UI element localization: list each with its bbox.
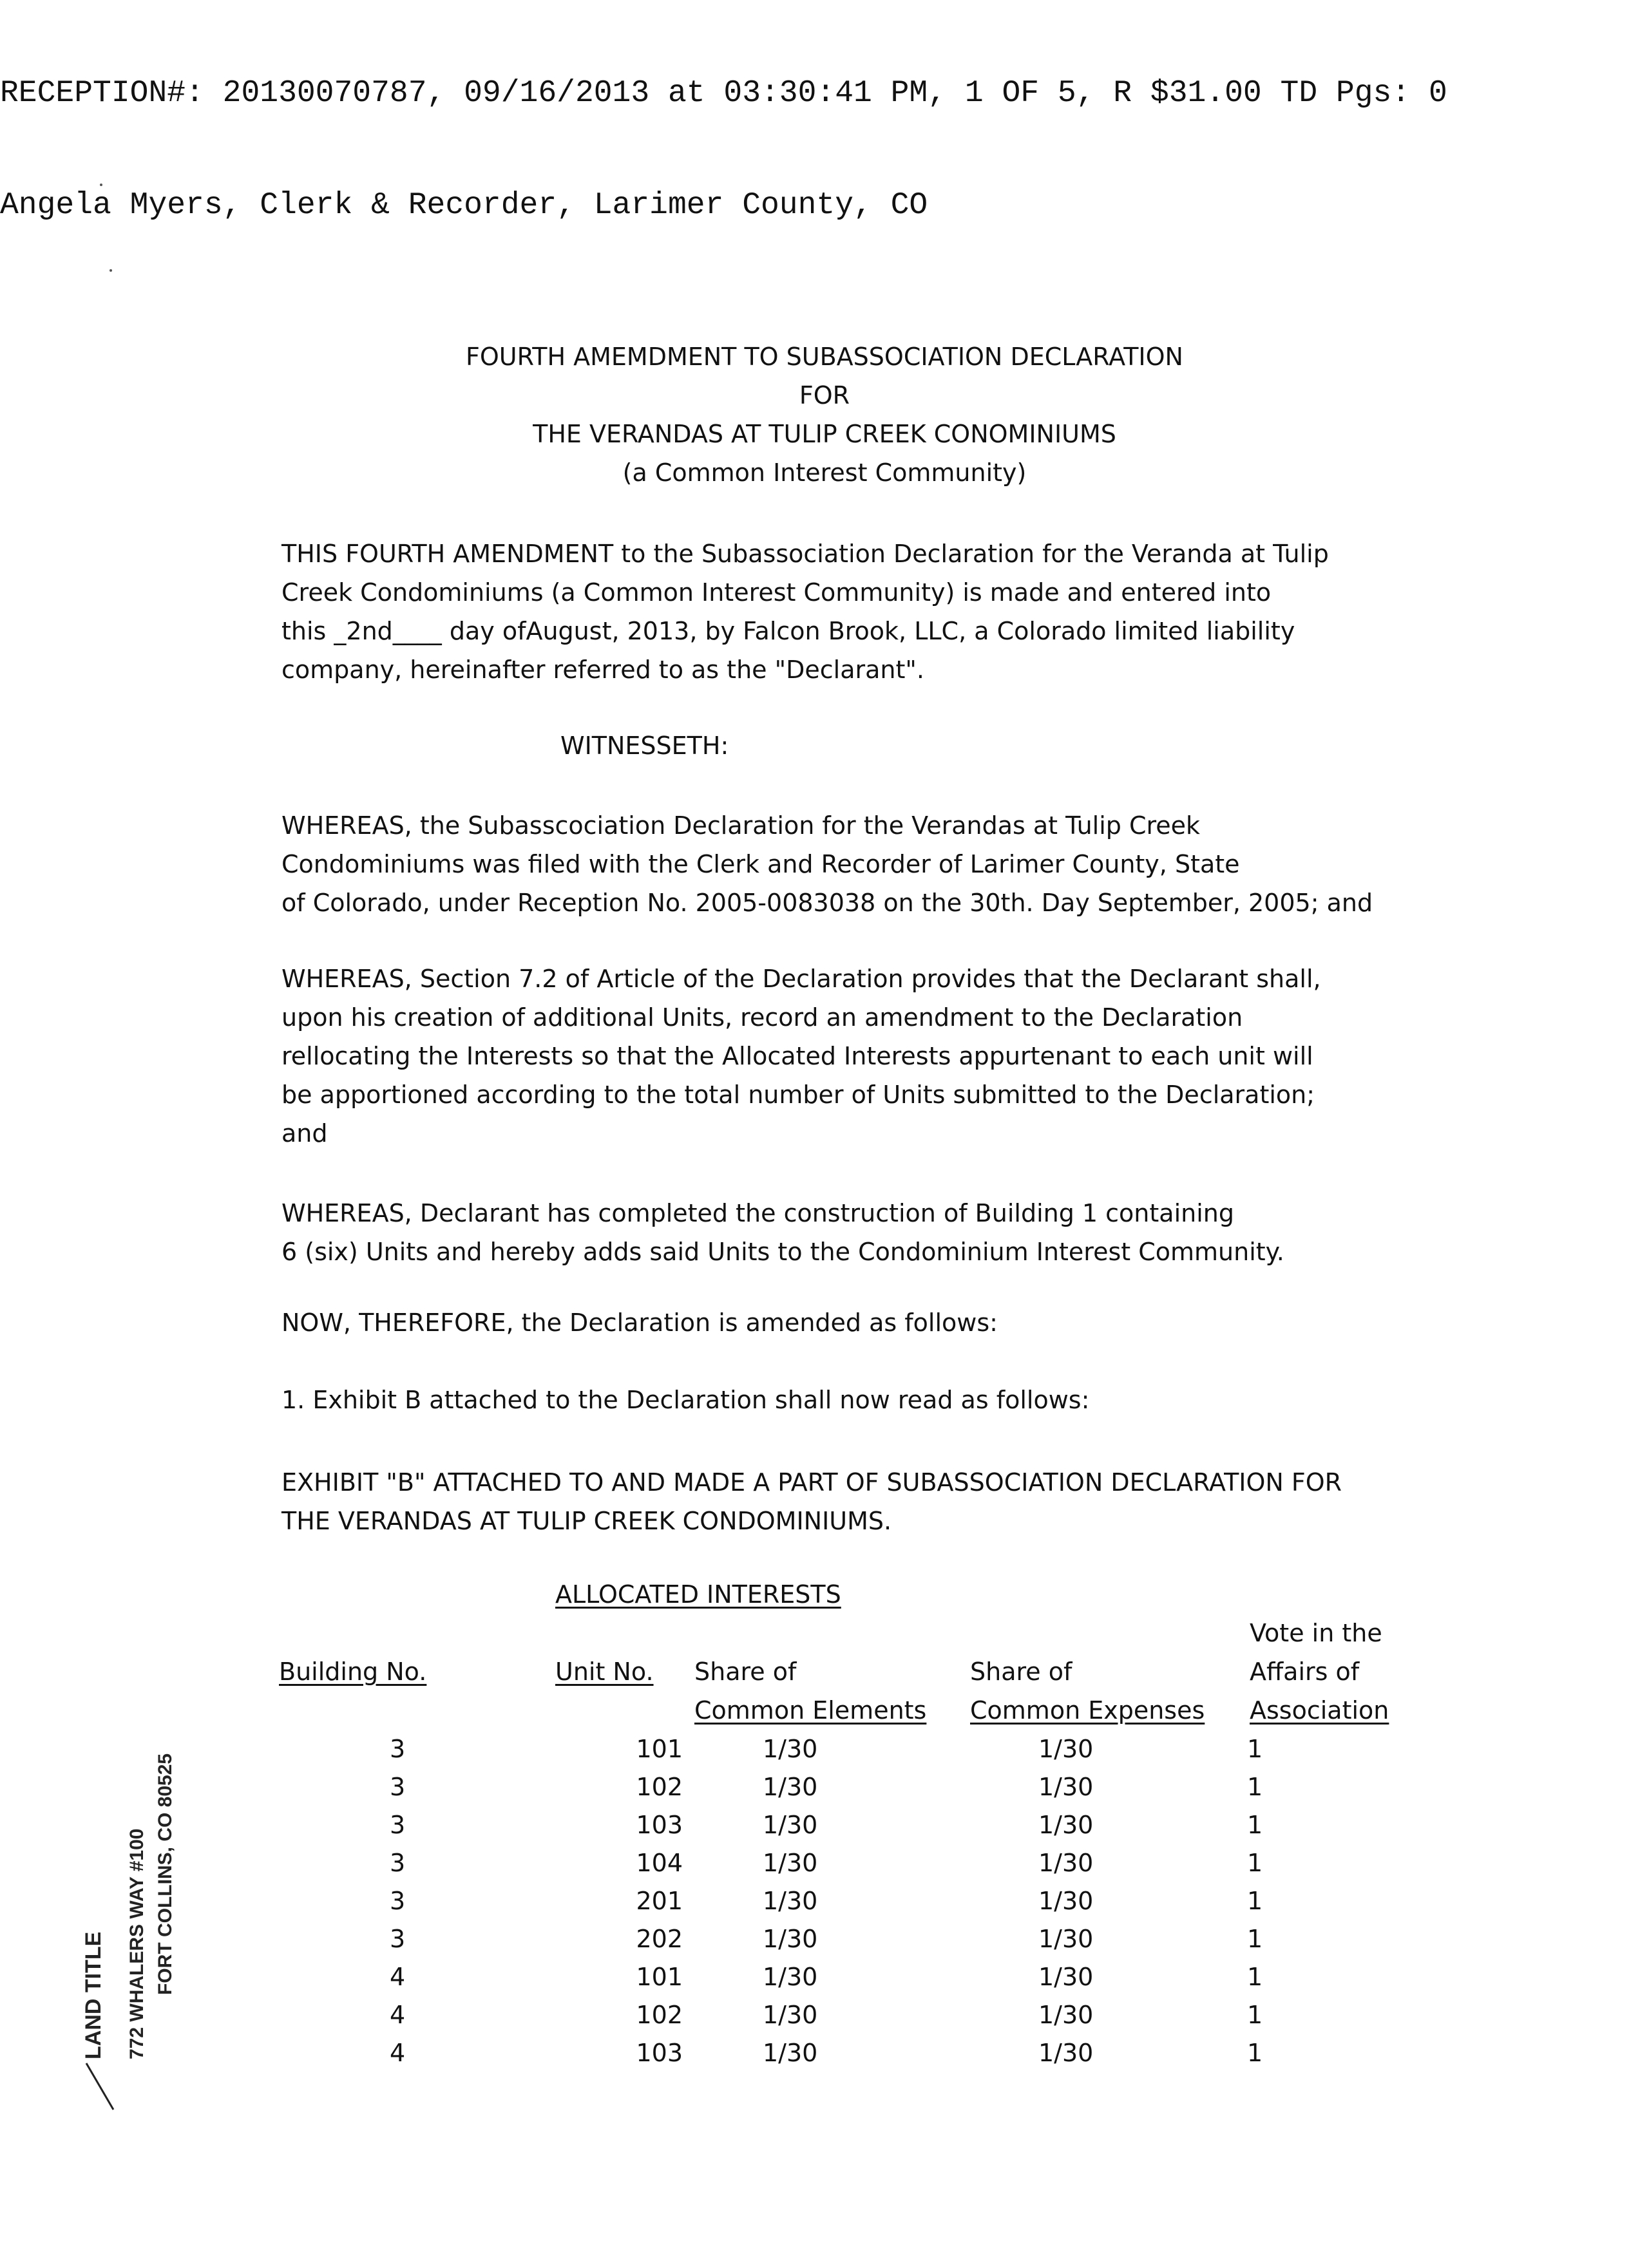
cell-expenses-share: 1/30 [1038,1887,1094,1915]
intro-line: Creek Condominiums (a Common Interest Community) is made and entered into [281,578,1272,607]
cell-expenses-share: 1/30 [1038,1735,1094,1763]
cell-elements-share: 1/30 [763,1773,818,1801]
cell-unit: 202 [636,1925,683,1953]
header-expenses-line-2: Common Expenses [970,1696,1205,1725]
header-vote-line-2: Affairs of [1250,1658,1360,1686]
cell-unit: 101 [636,1963,683,1991]
cell-expenses-share: 1/30 [1038,1849,1094,1877]
intro-paragraph [281,534,1377,689]
cell-building: 3 [390,1925,406,1953]
cell-elements-share: 1/30 [763,1887,818,1915]
cell-vote: 1 [1247,1811,1263,1839]
scan-speck [110,269,112,272]
recording-stamp-line-1: RECEPTION#: 20130070787, 09/16/2013 at 03:30:41 PM, 1 OF 5, R $31.00 TD Pgs: 0 [0,76,1447,111]
now-therefore-clause: NOW, THEREFORE, the Declaration is amended as follows: [281,1309,998,1337]
margin-stamp-address-1: 772 WHALERS WAY #100 [126,1828,148,2059]
cell-building: 4 [390,2001,406,2029]
whereas-paragraph-1 [281,806,1377,922]
whereas-line: and [281,1119,328,1148]
whereas-line: of Colorado, under Reception No. 2005-0083038 on the 30th. Day September, 2005; and [281,889,1373,917]
whereas-line: WHEREAS, the Subasscociation Declaration for the Verandas at Tulip Creek [281,811,1201,840]
title-line-2: FOR [799,381,850,410]
whereas-paragraph-2 [281,959,1377,1153]
intro-line: company, hereinafter referred to as the "Declarant". [281,656,924,684]
whereas-paragraph-3 [281,1194,1377,1271]
whereas-line: rellocating the Interests so that the Allocated Interests appurtenant to each unit will [281,1042,1313,1070]
cell-elements-share: 1/30 [763,1963,818,1991]
cell-expenses-share: 1/30 [1038,2039,1094,2067]
recording-stamp [0,0,1447,261]
header-expenses-line-1: Share of [970,1658,1072,1686]
recording-stamp-line-2: Angela Myers, Clerk & Recorder, Larimer County, CO [0,188,928,223]
cell-building: 3 [390,1849,406,1877]
cell-expenses-share: 1/30 [1038,1963,1094,1991]
cell-building: 3 [390,1811,406,1839]
cell-unit: 101 [636,1735,683,1763]
title-line-4: (a Common Interest Community) [622,458,1027,487]
header-vote-line-3: Association [1250,1696,1389,1725]
cell-building: 3 [390,1773,406,1801]
title-line-1: FOURTH AMEMDMENT TO SUBASSOCIATION DECLARATION [466,343,1183,371]
cell-vote: 1 [1247,1887,1263,1915]
allocated-interests-caption: ALLOCATED INTERESTS [555,1580,841,1609]
exhibit-line: EXHIBIT "B" ATTACHED TO AND MADE A PART OF SUBASSOCIATION DECLARATION FOR [281,1468,1342,1497]
cell-elements-share: 1/30 [763,2001,818,2029]
header-unit: Unit No. [555,1658,654,1686]
title-line-3: THE VERANDAS AT TULIP CREEK CONOMINIUMS [533,420,1116,448]
margin-stamp-company: LAND TITLE [81,1931,106,2059]
cell-expenses-share: 1/30 [1038,1925,1094,1953]
cell-unit: 104 [636,1849,683,1877]
witnesseth-heading: WITNESSETH: [560,732,729,760]
header-elements-line-1: Share of [694,1658,797,1686]
margin-stamp-slash-mark [82,2061,121,2112]
cell-elements-share: 1/30 [763,1849,818,1877]
cell-vote: 1 [1247,1849,1263,1877]
whereas-line: 6 (six) Units and hereby adds said Units to the Condominium Interest Community. [281,1238,1284,1266]
cell-vote: 1 [1247,1735,1263,1763]
cell-building: 4 [390,2039,406,2067]
cell-elements-share: 1/30 [763,1735,818,1763]
cell-vote: 1 [1247,1773,1263,1801]
cell-expenses-share: 1/30 [1038,1773,1094,1801]
intro-line: this _2nd____ day ofAugust, 2013, by Falcon Brook, LLC, a Colorado limited liability [281,617,1295,645]
cell-unit: 103 [636,1811,683,1839]
cell-vote: 1 [1247,2039,1263,2067]
exhibit-item-1: 1. Exhibit B attached to the Declaration shall now read as follows: [281,1386,1090,1414]
exhibit-line: THE VERANDAS AT TULIP CREEK CONDOMINIUMS. [281,1507,892,1535]
cell-elements-share: 1/30 [763,2039,818,2067]
header-elements-line-2: Common Elements [694,1696,927,1725]
cell-expenses-share: 1/30 [1038,2001,1094,2029]
cell-vote: 1 [1247,1925,1263,1953]
cell-building: 3 [390,1735,406,1763]
cell-unit: 102 [636,2001,683,2029]
whereas-line: WHEREAS, Declarant has completed the construction of Building 1 containing [281,1199,1234,1227]
scan-speck [100,184,102,186]
whereas-line: be apportioned according to the total number of Units submitted to the Declaration; [281,1081,1315,1109]
cell-unit: 103 [636,2039,683,2067]
cell-elements-share: 1/30 [763,1925,818,1953]
cell-unit: 201 [636,1887,683,1915]
whereas-line: upon his creation of additional Units, record an amendment to the Declaration [281,1003,1243,1032]
header-building: Building No. [279,1658,427,1686]
header-vote-line-1: Vote in the [1250,1619,1382,1647]
cell-vote: 1 [1247,2001,1263,2029]
margin-stamp-address-2: FORT COLLINS, CO 80525 [155,1753,176,1995]
cell-unit: 102 [636,1773,683,1801]
whereas-line: WHEREAS, Section 7.2 of Article of the Declaration provides that the Declarant shall, [281,965,1321,993]
cell-elements-share: 1/30 [763,1811,818,1839]
cell-building: 4 [390,1963,406,1991]
cell-building: 3 [390,1887,406,1915]
exhibit-b-heading [281,1463,1377,1540]
intro-line: THIS FOURTH AMENDMENT to the Subassociation Declaration for the Veranda at Tulip [281,540,1329,568]
cell-expenses-share: 1/30 [1038,1811,1094,1839]
whereas-line: Condominiums was filed with the Clerk and Recorder of Larimer County, State [281,850,1240,878]
cell-vote: 1 [1247,1963,1263,1991]
